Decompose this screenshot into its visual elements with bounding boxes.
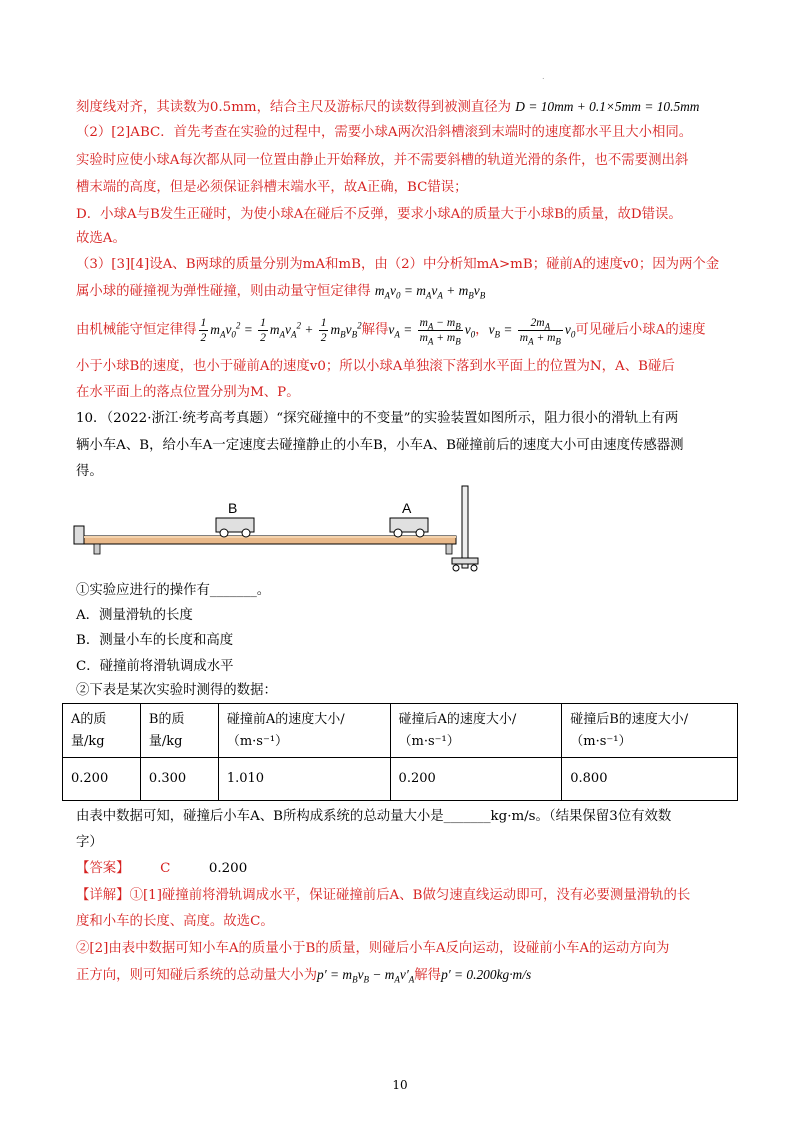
velocity-a-solution: $v_A$ = $\frac{m_A - m_B}{m_A + m_B}$ $v_0$ xyxy=(388,317,476,347)
sensor-pole xyxy=(462,486,468,568)
solution-line-11: 在水平面上的落点位置分别为M、P。 xyxy=(76,385,300,400)
solution-line-4: 槽末端的高度，但是必须保证斜槽末端水平，故A正确，BC错误； xyxy=(76,180,468,195)
table-header: B的质量/kg xyxy=(140,704,218,758)
option-a: A．测量滑轨的长度 xyxy=(76,608,193,623)
scan-speck: . xyxy=(542,72,545,81)
solution-line-10: 小于小球B的速度，也小于碰前A的速度v0；所以小球A单独滚下落到水平面上的位置为N，A、B碰后 xyxy=(76,359,675,374)
table-cell: 0.200 xyxy=(63,758,141,801)
solution-line-2: （2）[2]ABC．首先考查在实验的过程中，需要小球A两次沿斜槽滚到末端时的速度都水平且大小相同。 xyxy=(76,125,693,140)
table-row xyxy=(63,758,738,801)
track-foot-right xyxy=(446,544,452,554)
solution-line-7: （3）[3][4]设A、B两球的质量分别为mA和mB，由（2）中分析知mA>mB；碰前A的速度v0；因为两个金 xyxy=(76,257,720,272)
detail-line-3: ②[2]由表中数据可知小车A的质量小于B的质量，则碰后小车A反向运动，设碰前小车A的运动方向为 xyxy=(76,941,670,956)
page-number: 10 xyxy=(392,1078,408,1092)
answer-tag: 【答案】 xyxy=(76,861,130,876)
after-table-line-2: 字） xyxy=(76,835,103,850)
table-cell: 0.800 xyxy=(562,758,738,801)
question-line-3: 得。 xyxy=(76,464,103,479)
data-table xyxy=(62,703,738,801)
answer-2: 0.200 xyxy=(208,861,248,876)
question-line-2: 辆小车A、B，给小车A一定速度去碰撞静止的小车B，小车A、B碰撞前后的速度大小可由速度传感器测 xyxy=(76,438,684,453)
after-table-line-1: 由表中数据可知，碰撞后小车A、B所构成系统的总动量大小是_______kg·m/s。（结果保留3位有效数 xyxy=(76,809,672,824)
energy-equation: $\frac{1}{2}$ $m_Av_0^2$ = $\frac{1}{2}$ $m_Av_A^2$ + $\frac{1}{2}$ $m_Bv_B^2$ xyxy=(200,317,362,344)
solution-line-6: 故选A。 xyxy=(76,231,126,246)
solution-line-9: 由机械能守恒定律得 $\frac{1}{2}$ $m_Av_0^2$ = $\frac{1}{2}$ $m_Av_A^2$ + $\frac{1}{2}$ $m_Bv_B^2$解得$v_A$ = $\frac{m_A - m_B}{m_A + m_B}$ $v_0$，$v_B$ = $\frac{2m_A}{m_A + m_B}$ $v_0$可见碰后小球A的速度 xyxy=(76,317,706,347)
sub-question-1: ①实验应进行的操作有_______。 xyxy=(76,583,271,598)
sub-question-2: ②下表是某次实验时测得的数据： xyxy=(76,683,277,698)
table-cell: 1.010 xyxy=(218,758,390,801)
total-momentum-formula: $p' = m_Bv_B - m_Av'_A$ xyxy=(317,967,415,985)
left-stop-block xyxy=(74,526,84,544)
solution-line-3: 实验时应使小球A每次都从同一位置由静止开始释放，并不需要斜槽的轨道光滑的条件，也不需要测出斜 xyxy=(76,153,689,168)
option-c: C．碰撞前将滑轨调成水平 xyxy=(76,659,234,674)
table-header: 碰撞后A的速度大小/（m·s⁻¹） xyxy=(390,704,562,758)
table-cell: 0.300 xyxy=(140,758,218,801)
detail-tag: 【详解】 xyxy=(76,888,130,903)
table-header: 碰撞前A的速度大小/（m·s⁻¹） xyxy=(218,704,390,758)
apparatus-figure xyxy=(72,482,492,574)
detail-line-1: 【详解】①[1]碰撞前将滑轨调成水平，保证碰撞前后A、B做匀速直线运动即可，没有必要测量滑轨的长 xyxy=(76,888,691,903)
answer-1: C xyxy=(160,861,171,876)
table-header-row xyxy=(63,704,738,758)
detail-line-2: 度和小车的长度、高度。故选C。 xyxy=(76,914,274,929)
question-line-1: 10．（2022·浙江·统考高考真题）“探究碰撞中的不变量”的实验装置如图所示，阻力很小的滑轨上有两 xyxy=(76,411,679,426)
sensor-base xyxy=(452,558,478,564)
table-header: A的质量/kg xyxy=(63,704,141,758)
solution-line-5: D．小球A与B发生正碰时，为使小球A在碰后不反弹，要求小球A的质量大于小球B的质量，故D错误。 xyxy=(76,207,682,222)
total-momentum-result: p′ = 0.200kg·m/s xyxy=(441,967,532,982)
momentum-equation: $m_Av_0 = m_Av_A + m_Bv_B$ xyxy=(374,283,486,301)
diameter-formula: D = 10mm + 0.1×5mm = 10.5mm xyxy=(515,99,700,114)
option-b: B．测量小车的长度和高度 xyxy=(76,633,234,648)
velocity-b-solution: $v_B$ = $\frac{2m_A}{m_A + m_B}$ $v_0$ xyxy=(488,317,576,347)
table-cell: 0.200 xyxy=(390,758,562,801)
answer-line xyxy=(76,860,247,878)
cart-b-label: B xyxy=(228,500,238,516)
solution-line-1: 刻度线对齐，其读数为0.5mm，结合主尺及游标尺的读数得到被测直径为 D = 10mm + 0.1×5mm = 10.5mm xyxy=(76,99,700,115)
table-header: 碰撞后B的速度大小/（m·s⁻¹） xyxy=(562,704,738,758)
track-foot-left xyxy=(94,544,100,554)
solution-line-8: 属小球的碰撞视为弹性碰撞，则由动量守恒定律得 $m_Av_0 = m_Av_A + m_Bv_B$ xyxy=(76,283,486,301)
cart-a-label: A xyxy=(402,500,412,516)
detail-line-4: 正方向，则可知碰后系统的总动量大小为$p' = m_Bv_B - m_Av'_A$解得p′ = 0.200kg·m/s xyxy=(76,967,532,985)
